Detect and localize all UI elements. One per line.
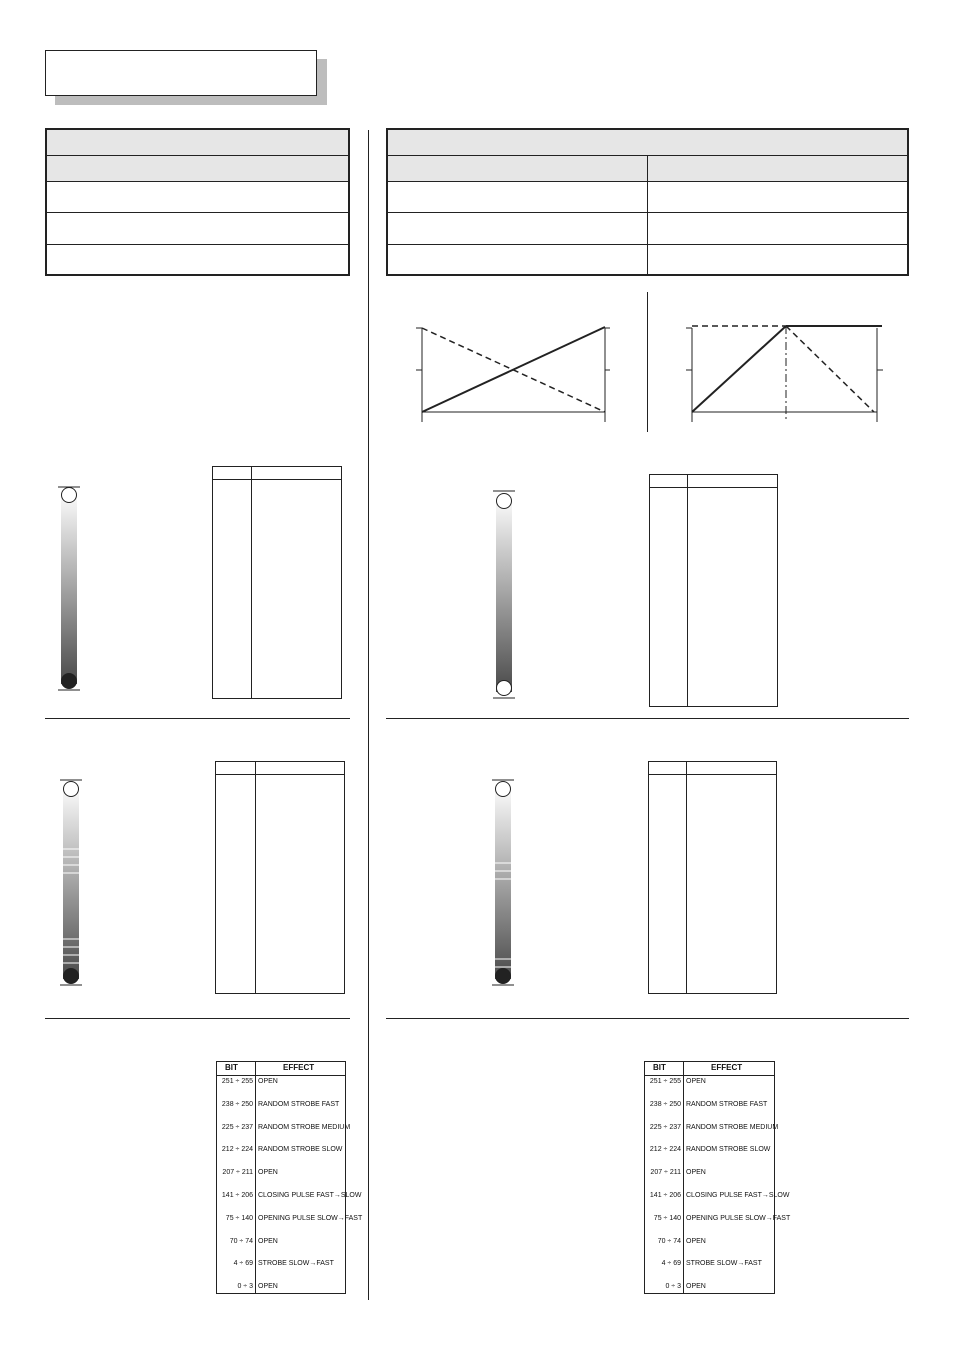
effect-cell: OPEN [258, 1237, 278, 1245]
table-column-divider [686, 762, 687, 993]
linear-curve-graph [410, 320, 610, 425]
bit-range-cell: 207 ÷ 211 [222, 1169, 253, 1177]
bit-range-cell: 70 ÷ 74 [229, 1237, 253, 1245]
table-header-row [388, 130, 907, 155]
bit-range-cell: 141 ÷ 206 [649, 1192, 681, 1199]
bit-column-header: BIT [653, 1063, 666, 1072]
table-column-divider [251, 467, 252, 698]
bit-range-cell: 251 ÷ 255 [649, 1078, 681, 1085]
open-circle-icon [497, 681, 512, 696]
bit-range-cell: 70 ÷ 74 [657, 1237, 681, 1245]
effect-cell: OPEN [686, 1237, 706, 1245]
table-column-divider [687, 475, 688, 706]
bit-range-cell: 141 ÷ 206 [221, 1192, 253, 1199]
left-settings-table [45, 128, 350, 276]
ramp-curve-graph [680, 320, 890, 425]
effect-cell: OPEN [258, 1283, 278, 1291]
effect-cell: STROBE SLOW→FAST [258, 1260, 334, 1268]
effects-table-right [644, 1061, 791, 1294]
section-separator [386, 718, 909, 719]
effect-cell: RANDOM STROBE FAST [686, 1100, 768, 1108]
graph-divider [647, 292, 648, 432]
effect-cell: STROBE SLOW→FAST [686, 1260, 762, 1268]
right-settings-table [386, 128, 909, 276]
open-circle-icon [496, 782, 511, 797]
bit-range-cell: 238 ÷ 250 [221, 1100, 253, 1108]
table-column-divider [255, 762, 256, 993]
section-separator [45, 718, 350, 719]
effect-cell: RANDOM STROBE MEDIUM [258, 1123, 351, 1131]
bit-range-cell: 251 ÷ 255 [221, 1078, 253, 1085]
table-header-line [217, 1075, 345, 1076]
right-strobe-value-table [648, 761, 777, 994]
table-header-line [216, 774, 344, 775]
section-separator [386, 1018, 909, 1019]
effect-cell: OPEN [686, 1169, 706, 1177]
bit-range-cell: 212 ÷ 224 [649, 1146, 681, 1154]
dimmer-strip-left [58, 486, 80, 692]
bit-range-cell: 207 ÷ 211 [650, 1169, 681, 1177]
ramp-curve [692, 326, 786, 412]
effect-cell: RANDOM STROBE SLOW [686, 1146, 771, 1154]
table-header-line [213, 479, 341, 480]
bit-range-cell: 212 ÷ 224 [221, 1146, 253, 1154]
strobe-strip-right [492, 779, 514, 987]
bit-range-cell: 4 ÷ 69 [233, 1260, 253, 1268]
table-row [47, 244, 348, 275]
column-divider [368, 130, 369, 1300]
effect-cell: OPEN [686, 1078, 706, 1085]
bit-range-cell: 75 ÷ 140 [225, 1214, 253, 1222]
closed-circle-icon [496, 969, 511, 984]
left-value-table [212, 466, 342, 699]
table-header-line [649, 774, 776, 775]
effect-column-header: EFFECT [283, 1063, 315, 1072]
open-circle-icon [497, 494, 512, 509]
table-subheader-row [47, 155, 348, 182]
effect-cell: RANDOM STROBE MEDIUM [686, 1123, 779, 1131]
table-column-divider [683, 1062, 684, 1293]
effect-cell: RANDOM STROBE SLOW [258, 1146, 343, 1154]
table-row [47, 181, 348, 213]
open-circle-icon [64, 782, 79, 797]
dimmer-strip-right [493, 490, 515, 700]
bit-column-header: BIT [225, 1063, 238, 1072]
effect-cell: OPEN [686, 1283, 706, 1291]
right-value-table [649, 474, 778, 707]
strobe-strip-left [60, 779, 82, 987]
effect-column-header: EFFECT [711, 1063, 743, 1072]
effect-cell: CLOSING PULSE FAST→SLOW [686, 1192, 790, 1199]
bit-range-cell: 75 ÷ 140 [653, 1214, 681, 1222]
table-column-divider [647, 155, 648, 274]
bit-range-cell: 4 ÷ 69 [661, 1260, 681, 1268]
table-header-row [47, 130, 348, 155]
effect-cell: OPEN [258, 1169, 278, 1177]
table-row [47, 212, 348, 245]
bit-range-cell: 225 ÷ 237 [649, 1123, 681, 1131]
effect-cell: CLOSING PULSE FAST→SLOW [258, 1192, 362, 1199]
table-header-line [645, 1075, 774, 1076]
bit-range-cell: 225 ÷ 237 [221, 1123, 253, 1131]
fall-curve [786, 326, 874, 412]
effect-cell: OPENING PULSE SLOW→FAST [686, 1214, 791, 1222]
table-header-line [650, 487, 777, 488]
open-circle-icon [62, 488, 77, 503]
left-strobe-value-table [215, 761, 345, 994]
effect-cell: RANDOM STROBE FAST [258, 1100, 340, 1108]
effect-cell: OPEN [258, 1078, 278, 1085]
closed-circle-icon [64, 969, 79, 984]
table-column-divider [255, 1062, 256, 1293]
title-box [45, 50, 317, 96]
section-separator [45, 1018, 350, 1019]
effects-table-left [216, 1061, 363, 1294]
bit-range-cell: 238 ÷ 250 [649, 1100, 681, 1108]
bit-range-cell: 0 ÷ 3 [665, 1283, 681, 1291]
closed-circle-icon [62, 674, 77, 689]
effect-cell: OPENING PULSE SLOW→FAST [258, 1214, 363, 1222]
bit-range-cell: 0 ÷ 3 [237, 1283, 253, 1291]
